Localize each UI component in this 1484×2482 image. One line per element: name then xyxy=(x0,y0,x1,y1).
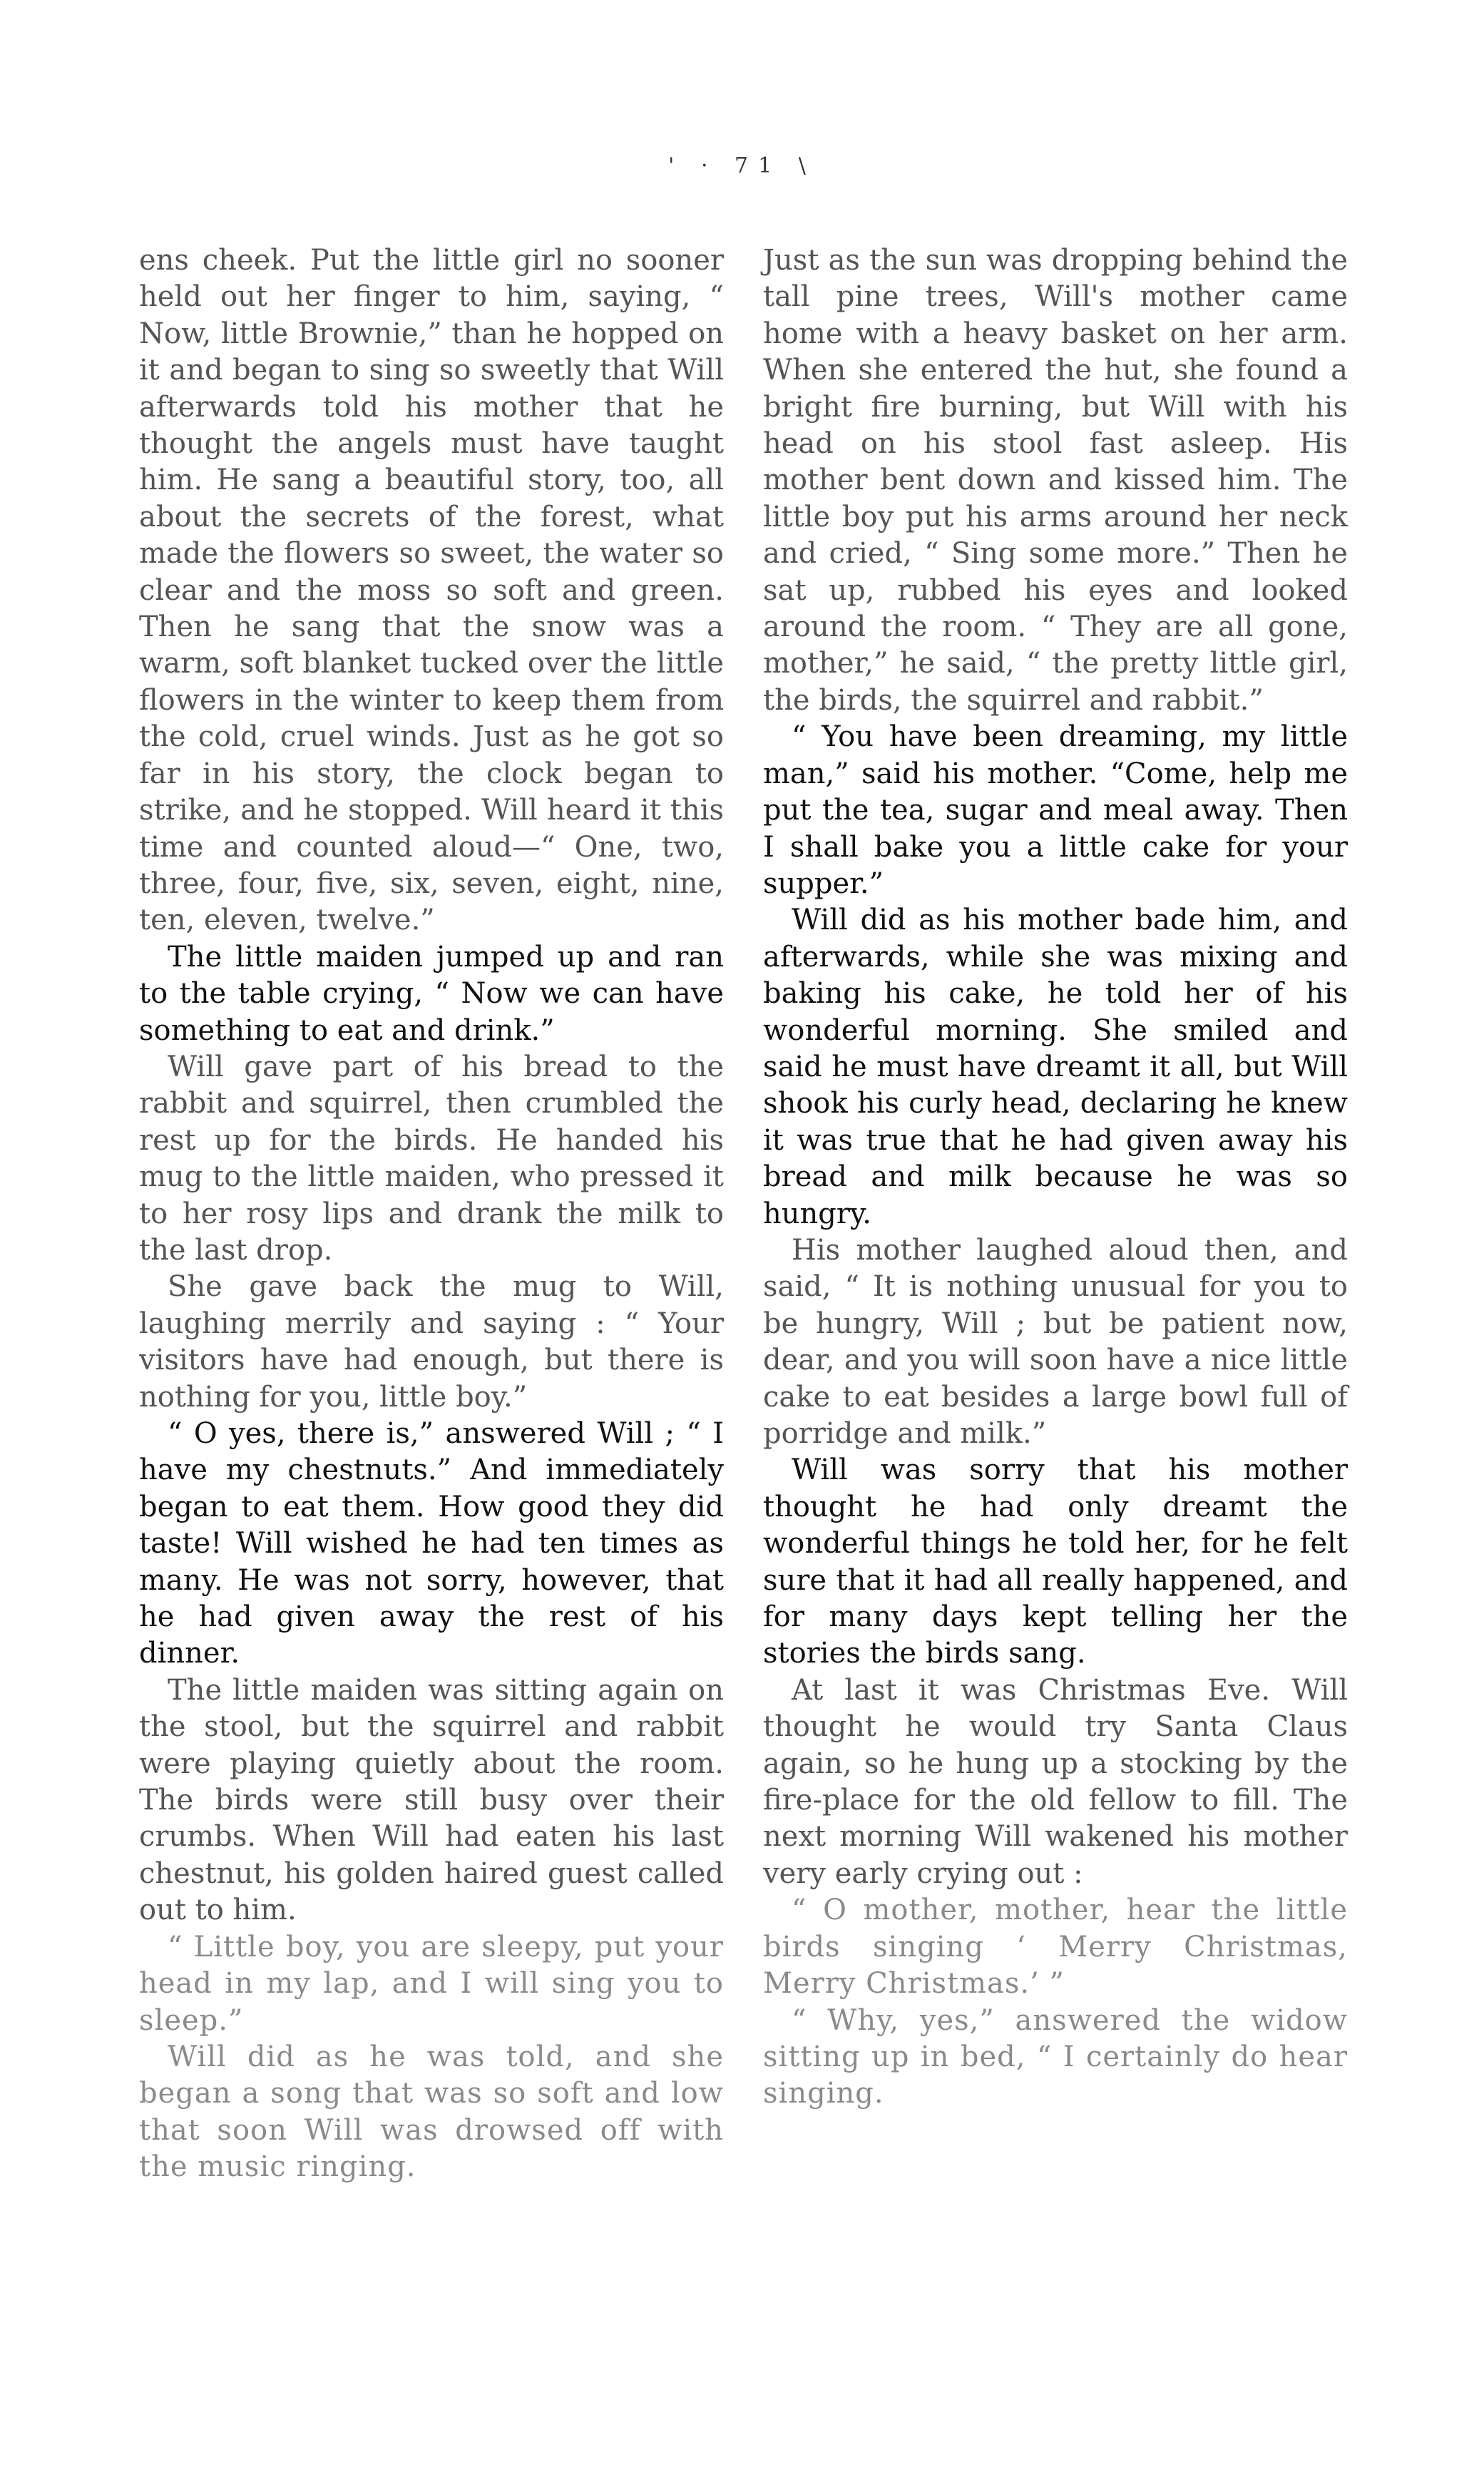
paragraph: “ O yes, there is,” answered Will ; “ I have my chestnuts.” And immediately began to eat them. How good they did taste! Will wished he had ten times as many. He was not sorry, however, that he had given away the rest of his dinner. xyxy=(139,1417,724,1670)
left-column xyxy=(139,242,724,2186)
paragraph: Will did as he was told, and she began a song that was so soft and low that soon Will was drowsed off with the music ringing. xyxy=(139,2040,724,2184)
paragraph: Will was sorry that his mother thought he had only dreamt the wonderful things he told her, for he felt sure that it had all really happened, and for many days kept telling her the stories the birds sang. xyxy=(763,1454,1348,1670)
paragraph: At last it was Christmas Eve. Will thought he would try Santa Claus again, so he hung up a stocking by the fire-place for the old fellow to fill. The next morning Will wakened his mother very early crying out : xyxy=(763,1673,1348,1890)
paragraph: “ Little boy, you are sleepy, put your head in my lap, and I will sing you to sleep.” xyxy=(139,1930,724,2037)
paragraph: Just as the sun was dropping behind the tall pine trees, Will's mother came home with a heavy basket on her arm. When she entered the hut, she found a bright fire burning, but Will with his head on his stool fast asleep. His mother bent down and kissed him. The little boy put his arms around her neck and cried, “ Sing some more.” Then he sat up, rubbed his eyes and looked around the room. “ They are all gone, mother,” he said, “ the pretty little girl, the birds, the squirrel and rabbit.” xyxy=(763,244,1348,717)
paragraph: Will did as his mother bade him, and afterwards, while she was mixing and baking his cake, he told her of his wonderful morning. She smiled and said he must have dreamt it all, but Will shook his curly head, declaring he knew it was true that he had given away his bread and milk because he was so hungry. xyxy=(763,904,1348,1230)
paragraph: The little maiden jumped up and ran to the table crying, “ Now we can have something to eat and drink.” xyxy=(139,940,724,1047)
right-column xyxy=(763,242,1348,2113)
paragraph: “ Why, yes,” answered the widow sitting up in bed, “ I certainly do hear singing. xyxy=(763,2003,1348,2110)
paragraph: She gave back the mug to Will, laughing merrily and saying : “ Your visitors have had enough, but there is nothing for you, little boy.” xyxy=(139,1270,724,1414)
paragraph: The little maiden was sitting again on the stool, but the squirrel and rabbit were playing quietly about the room. The birds were still busy over their crumbs. When Will had eaten his last chestnut, his golden haired guest called out to him. xyxy=(139,1673,724,1927)
page-number: ' · 71 \ xyxy=(668,153,816,178)
paragraph: “ O mother, mother, hear the little birds singing ‘ Merry Christmas, Merry Christmas.’ ” xyxy=(763,1894,1348,2001)
book-page xyxy=(139,242,1362,2382)
paragraph: His mother laughed aloud then, and said, “ It is nothing unusual for you to be hungry, Will ; but be patient now, dear, and you will soon have a nice little cake to eat besides a large bowl full of porridge and milk.” xyxy=(763,1233,1348,1450)
paragraph: “ You have been dreaming, my little man,” said his mother. “Come, help me put the tea, sugar and meal away. Then I shall bake you a little cake for your supper.” xyxy=(763,720,1348,900)
paragraph: Will gave part of his bread to the rabbit and squirrel, then crumbled the rest up for the birds. He handed his mug to the little maiden, who pressed it to her rosy lips and drank the milk to the last drop. xyxy=(139,1050,724,1267)
paragraph: ens cheek. Put the little girl no sooner held out her finger to him, saying, “ Now, little Brownie,” than he hopped on it and began to sing so sweetly that Will afterwards told his mother that he thought the angels must have taught him. He sang a beautiful story, too, all about the secrets of the forest, what made the flowers so sweet, the water so clear and the moss so soft and green. Then he sang that the snow was a warm, soft blanket tucked over the little flowers in the winter to keep them from the cold, cruel winds. Just as he got so far in his story, the clock began to strike, and he stopped. Will heard it this time and counted aloud—“ One, two, three, four, five, six, seven, eight, nine, ten, eleven, twelve.” xyxy=(139,244,724,937)
